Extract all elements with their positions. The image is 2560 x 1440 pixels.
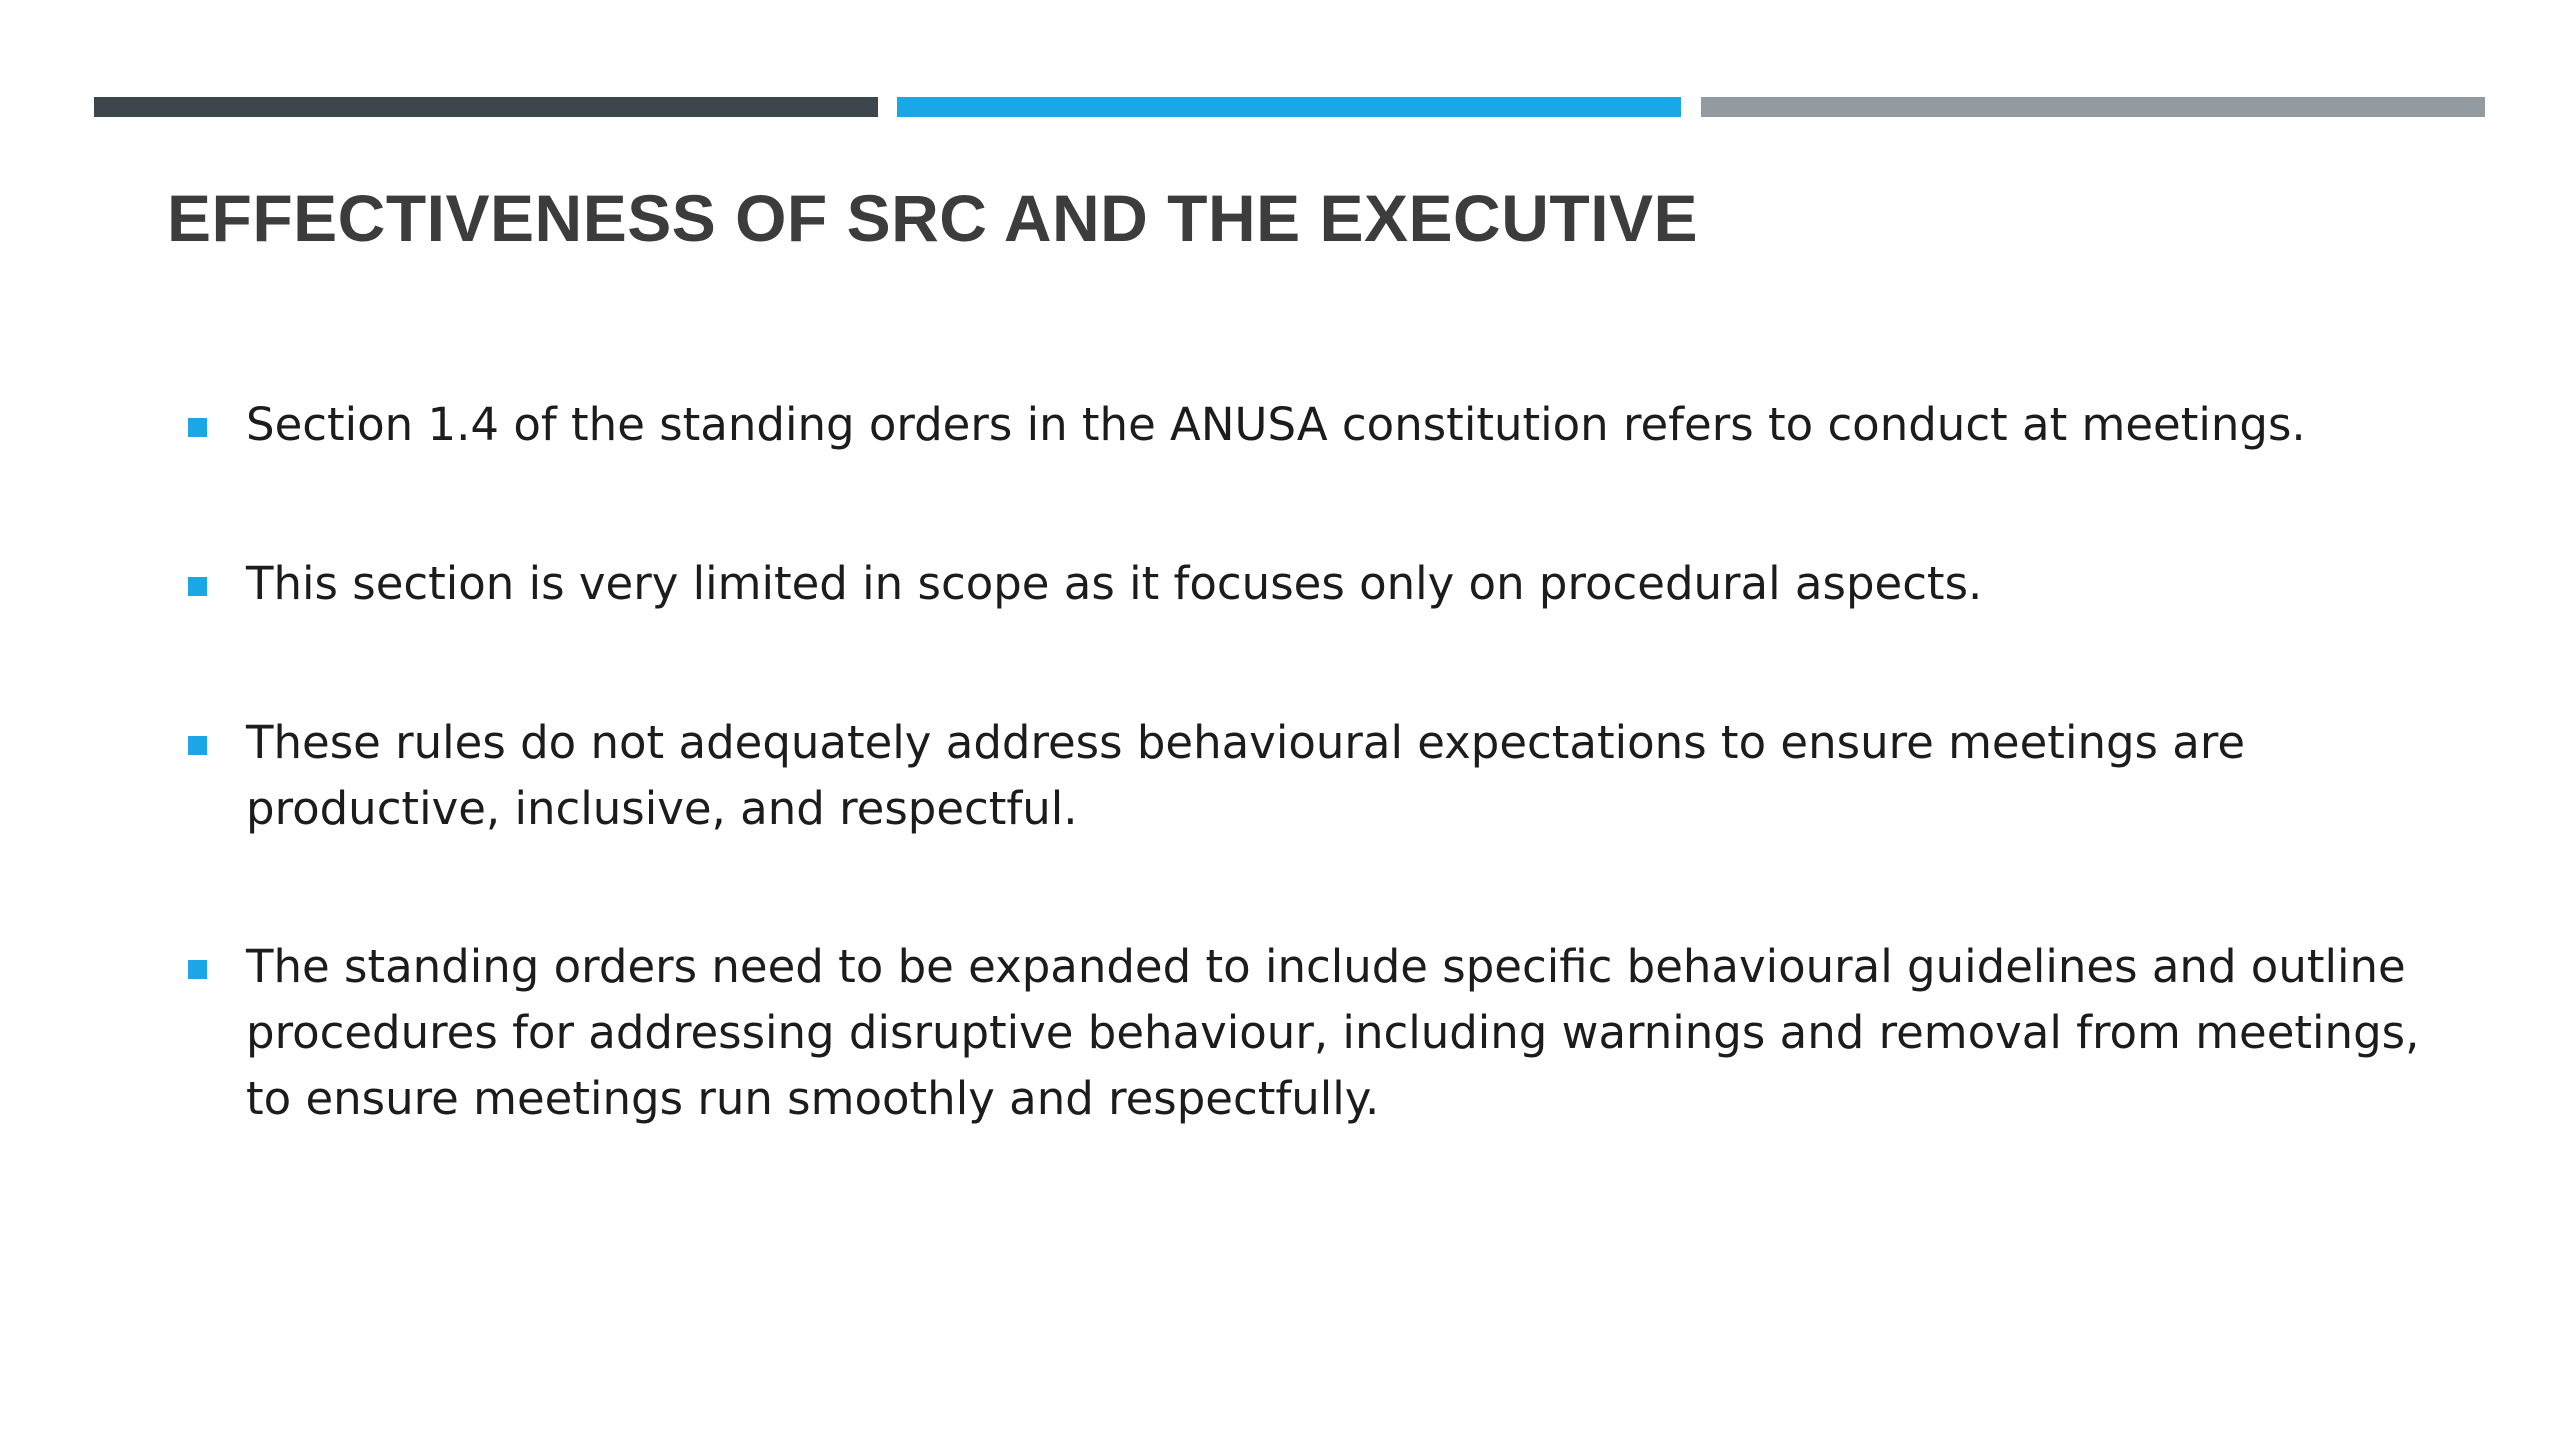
bullet-text: Section 1.4 of the standing orders in the ANUSA constitution refers to conduct at meetings.	[246, 398, 2306, 451]
square-bullet-icon	[188, 577, 207, 596]
bullet-text: These rules do not adequately address behavioural expectations to ensure meetings are productive, inclusive, and respectful.	[246, 716, 2246, 835]
square-bullet-icon	[188, 418, 207, 437]
header-bar-dark	[94, 97, 878, 117]
square-bullet-icon	[188, 736, 207, 755]
header-bar-grey	[1701, 97, 2485, 117]
bullet-text: This section is very limited in scope as it focuses only on procedural aspects.	[246, 557, 1983, 610]
header-bar-accent	[897, 97, 1681, 117]
square-bullet-icon	[188, 960, 207, 979]
bullet-text: The standing orders need to be expanded to include specific behavioural guidelines and outline procedures for addressing disruptive behaviour, including warnings and removal from meetings, to ensure meetings run smoothly and respectfully.	[246, 940, 2420, 1125]
slide-title: EFFECTIVENESS OF SRC AND THE EXECUTIVE	[167, 181, 1699, 255]
